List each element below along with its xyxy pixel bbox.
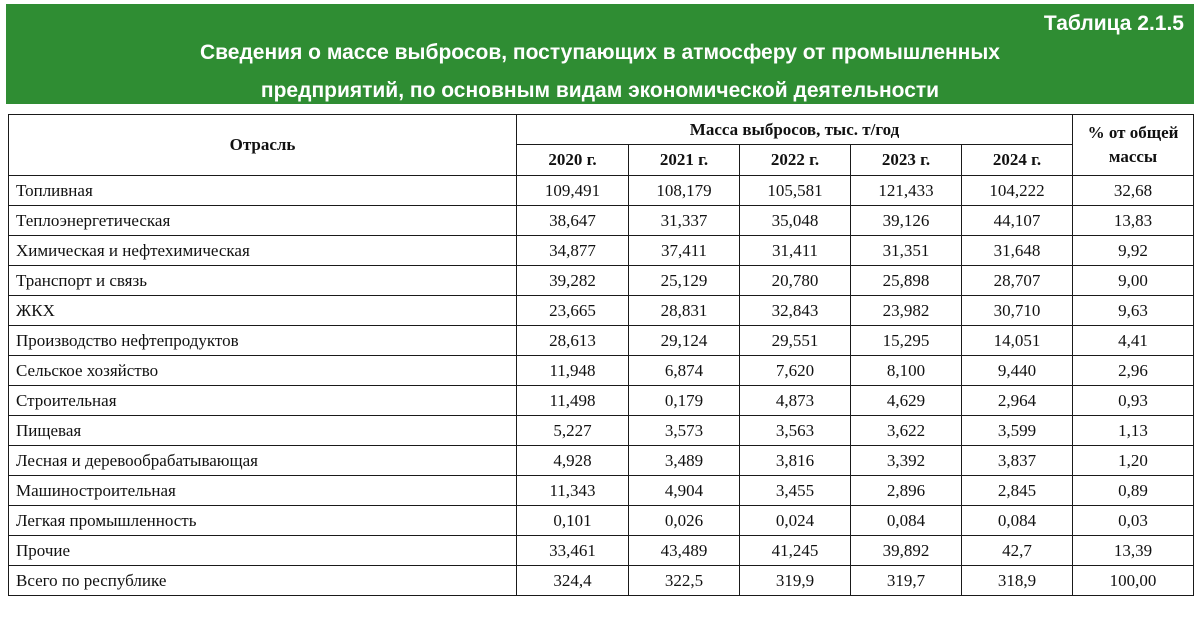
value-2022-cell: 319,9 bbox=[740, 566, 851, 596]
table-row bbox=[9, 266, 1194, 296]
share-cell: 9,92 bbox=[1073, 236, 1194, 266]
emissions-table bbox=[8, 114, 1194, 596]
column-group-header-mass: Масса выбросов, тыс. т/год bbox=[517, 115, 1073, 145]
column-header-year: 2021 г. bbox=[629, 145, 740, 176]
industry-name-cell: Сельское хозяйство bbox=[9, 356, 517, 386]
value-2024-cell: 2,964 bbox=[962, 386, 1073, 416]
share-cell: 9,00 bbox=[1073, 266, 1194, 296]
value-2024-cell: 318,9 bbox=[962, 566, 1073, 596]
share-header-line-2: массы bbox=[1108, 147, 1158, 166]
value-2022-cell: 41,245 bbox=[740, 536, 851, 566]
industry-name-cell: Лесная и деревообрабатывающая bbox=[9, 446, 517, 476]
value-2024-cell: 104,222 bbox=[962, 176, 1073, 206]
table-row bbox=[9, 506, 1194, 536]
value-2020-cell: 4,928 bbox=[517, 446, 629, 476]
value-2020-cell: 0,101 bbox=[517, 506, 629, 536]
industry-name-cell: Пищевая bbox=[9, 416, 517, 446]
column-header-year: 2024 г. bbox=[962, 145, 1073, 176]
value-2021-cell: 322,5 bbox=[629, 566, 740, 596]
value-2022-cell: 105,581 bbox=[740, 176, 851, 206]
value-2021-cell: 25,129 bbox=[629, 266, 740, 296]
share-header-line-1: % от общей bbox=[1087, 123, 1179, 142]
value-2023-cell: 4,629 bbox=[851, 386, 962, 416]
value-2021-cell: 3,573 bbox=[629, 416, 740, 446]
table-row bbox=[9, 386, 1194, 416]
value-2024-cell: 31,648 bbox=[962, 236, 1073, 266]
value-2020-cell: 39,282 bbox=[517, 266, 629, 296]
share-cell: 1,13 bbox=[1073, 416, 1194, 446]
value-2023-cell: 121,433 bbox=[851, 176, 962, 206]
value-2020-cell: 5,227 bbox=[517, 416, 629, 446]
industry-name-cell: ЖКХ bbox=[9, 296, 517, 326]
value-2023-cell: 31,351 bbox=[851, 236, 962, 266]
table-total-row bbox=[9, 566, 1194, 596]
table-row bbox=[9, 356, 1194, 386]
value-2022-cell: 29,551 bbox=[740, 326, 851, 356]
industry-name-cell: Топливная bbox=[9, 176, 517, 206]
value-2022-cell: 4,873 bbox=[740, 386, 851, 416]
table-row bbox=[9, 296, 1194, 326]
value-2022-cell: 3,816 bbox=[740, 446, 851, 476]
value-2024-cell: 2,845 bbox=[962, 476, 1073, 506]
value-2022-cell: 3,455 bbox=[740, 476, 851, 506]
value-2020-cell: 11,948 bbox=[517, 356, 629, 386]
share-cell: 9,63 bbox=[1073, 296, 1194, 326]
value-2024-cell: 0,084 bbox=[962, 506, 1073, 536]
value-2021-cell: 37,411 bbox=[629, 236, 740, 266]
column-header-year: 2020 г. bbox=[517, 145, 629, 176]
column-header-industry: Отрасль bbox=[9, 115, 517, 176]
table-row bbox=[9, 176, 1194, 206]
column-header-year: 2023 г. bbox=[851, 145, 962, 176]
table-title-line-2: предприятий, по основным видам экономической деятельности bbox=[260, 79, 940, 102]
value-2021-cell: 4,904 bbox=[629, 476, 740, 506]
column-header-share bbox=[1073, 115, 1194, 176]
column-header-year: 2022 г. bbox=[740, 145, 851, 176]
value-2020-cell: 324,4 bbox=[517, 566, 629, 596]
industry-name-cell: Химическая и нефтехимическая bbox=[9, 236, 517, 266]
value-2024-cell: 3,599 bbox=[962, 416, 1073, 446]
industry-name-cell: Прочие bbox=[9, 536, 517, 566]
value-2020-cell: 11,498 bbox=[517, 386, 629, 416]
share-cell: 13,83 bbox=[1073, 206, 1194, 236]
value-2024-cell: 30,710 bbox=[962, 296, 1073, 326]
value-2024-cell: 14,051 bbox=[962, 326, 1073, 356]
value-2020-cell: 23,665 bbox=[517, 296, 629, 326]
value-2021-cell: 28,831 bbox=[629, 296, 740, 326]
industry-name-cell: Всего по республике bbox=[9, 566, 517, 596]
table-row bbox=[9, 206, 1194, 236]
value-2020-cell: 109,491 bbox=[517, 176, 629, 206]
value-2023-cell: 23,982 bbox=[851, 296, 962, 326]
industry-name-cell: Транспорт и связь bbox=[9, 266, 517, 296]
value-2020-cell: 11,343 bbox=[517, 476, 629, 506]
value-2021-cell: 31,337 bbox=[629, 206, 740, 236]
value-2022-cell: 3,563 bbox=[740, 416, 851, 446]
value-2020-cell: 33,461 bbox=[517, 536, 629, 566]
share-cell: 2,96 bbox=[1073, 356, 1194, 386]
value-2022-cell: 7,620 bbox=[740, 356, 851, 386]
value-2022-cell: 31,411 bbox=[740, 236, 851, 266]
table-number: Таблица 2.1.5 bbox=[1043, 12, 1184, 35]
industry-name-cell: Производство нефтепродуктов bbox=[9, 326, 517, 356]
share-cell: 13,39 bbox=[1073, 536, 1194, 566]
value-2021-cell: 108,179 bbox=[629, 176, 740, 206]
value-2023-cell: 15,295 bbox=[851, 326, 962, 356]
header-row-1 bbox=[9, 115, 1194, 145]
table-title-line-1: Сведения о массе выбросов, поступающих в атмосферу от промышленных bbox=[200, 41, 1000, 64]
share-cell: 1,20 bbox=[1073, 446, 1194, 476]
value-2023-cell: 39,892 bbox=[851, 536, 962, 566]
share-cell: 0,89 bbox=[1073, 476, 1194, 506]
value-2023-cell: 39,126 bbox=[851, 206, 962, 236]
value-2024-cell: 44,107 bbox=[962, 206, 1073, 236]
value-2020-cell: 34,877 bbox=[517, 236, 629, 266]
value-2024-cell: 3,837 bbox=[962, 446, 1073, 476]
value-2023-cell: 25,898 bbox=[851, 266, 962, 296]
industry-name-cell: Строительная bbox=[9, 386, 517, 416]
value-2022-cell: 20,780 bbox=[740, 266, 851, 296]
table-row bbox=[9, 326, 1194, 356]
industry-name-cell: Теплоэнергетическая bbox=[9, 206, 517, 236]
value-2020-cell: 28,613 bbox=[517, 326, 629, 356]
value-2023-cell: 3,392 bbox=[851, 446, 962, 476]
value-2023-cell: 2,896 bbox=[851, 476, 962, 506]
value-2021-cell: 6,874 bbox=[629, 356, 740, 386]
value-2022-cell: 32,843 bbox=[740, 296, 851, 326]
industry-name-cell: Машиностроительная bbox=[9, 476, 517, 506]
share-cell: 100,00 bbox=[1073, 566, 1194, 596]
share-cell: 0,93 bbox=[1073, 386, 1194, 416]
table-title bbox=[6, 34, 1194, 110]
value-2023-cell: 3,622 bbox=[851, 416, 962, 446]
value-2022-cell: 0,024 bbox=[740, 506, 851, 536]
share-cell: 32,68 bbox=[1073, 176, 1194, 206]
value-2021-cell: 3,489 bbox=[629, 446, 740, 476]
value-2023-cell: 319,7 bbox=[851, 566, 962, 596]
table-row bbox=[9, 536, 1194, 566]
value-2021-cell: 0,179 bbox=[629, 386, 740, 416]
value-2020-cell: 38,647 bbox=[517, 206, 629, 236]
value-2024-cell: 9,440 bbox=[962, 356, 1073, 386]
emissions-table-container bbox=[8, 114, 1193, 596]
table-row bbox=[9, 476, 1194, 506]
value-2021-cell: 43,489 bbox=[629, 536, 740, 566]
industry-name-cell: Легкая промышленность bbox=[9, 506, 517, 536]
table-row bbox=[9, 446, 1194, 476]
table-row bbox=[9, 416, 1194, 446]
value-2024-cell: 42,7 bbox=[962, 536, 1073, 566]
table-body bbox=[9, 176, 1194, 596]
value-2024-cell: 28,707 bbox=[962, 266, 1073, 296]
table-header-banner bbox=[6, 4, 1194, 104]
table-row bbox=[9, 236, 1194, 266]
share-cell: 0,03 bbox=[1073, 506, 1194, 536]
share-cell: 4,41 bbox=[1073, 326, 1194, 356]
value-2021-cell: 29,124 bbox=[629, 326, 740, 356]
value-2021-cell: 0,026 bbox=[629, 506, 740, 536]
value-2023-cell: 8,100 bbox=[851, 356, 962, 386]
value-2023-cell: 0,084 bbox=[851, 506, 962, 536]
value-2022-cell: 35,048 bbox=[740, 206, 851, 236]
